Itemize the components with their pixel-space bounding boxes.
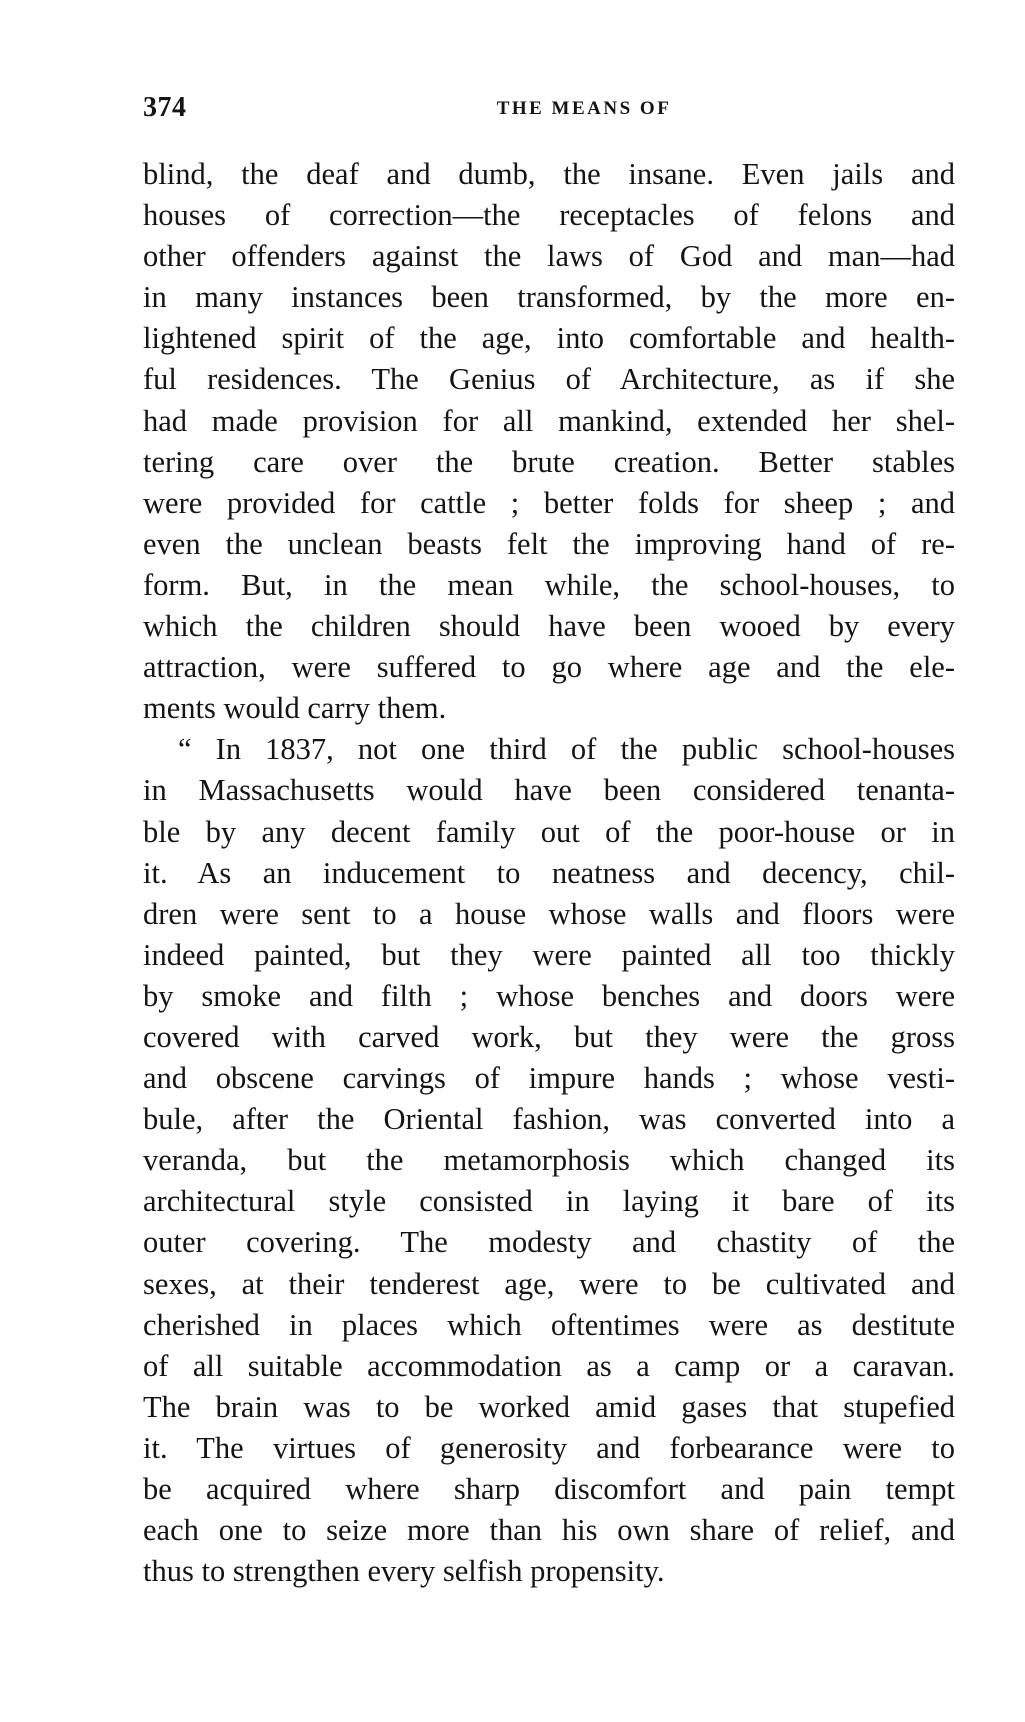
text-line: were provided for cattle ; better folds for sheep ; and (143, 485, 955, 520)
text-line: bule, after the Oriental fashion, was converted into a (143, 1102, 955, 1137)
text-line: houses of correction—the receptacles of felons and (143, 198, 955, 233)
text-line: architectural style consisted in laying it bare of its (143, 1184, 955, 1219)
text-line: dren were sent to a house whose walls and floors were (143, 896, 955, 931)
text-line: ments would carry them. (143, 691, 447, 726)
page-number: 374 (143, 92, 187, 123)
text-line: of all suitable accommodation as a camp or a caravan. (143, 1348, 955, 1383)
text-line: had made provision for all mankind, extended her shel- (143, 403, 955, 438)
text-line: and obscene carvings of impure hands ; whose vesti- (143, 1061, 955, 1096)
text-line: covered with carved work, but they were the gross (143, 1019, 955, 1054)
text-line: blind, the deaf and dumb, the insane. Even jails and (143, 157, 955, 191)
paragraph-1 (143, 154, 955, 729)
text-line: The brain was to be worked amid gases that stupefied (143, 1389, 955, 1424)
text-line: thus to strengthen every selfish propensity. (143, 1554, 665, 1589)
text-line: form. But, in the mean while, the school-houses, to (143, 567, 955, 602)
text-line: it. The virtues of generosity and forbearance were to (143, 1430, 955, 1465)
text-line: “ In 1837, not one third of the public school-houses (178, 732, 955, 767)
text-line: which the children should have been wooed by every (143, 609, 955, 644)
text-line: ful residences. The Genius of Architecture, as if she (143, 362, 955, 397)
text-line: lightened spirit of the age, into comfortable and health- (143, 321, 955, 356)
text-line: in Massachusetts would have been considered tenanta- (143, 773, 955, 808)
text-line: sexes, at their tenderest age, were to be cultivated and (143, 1266, 955, 1301)
running-title: THE MEANS OF (496, 98, 672, 119)
text-line: in many instances been transformed, by the more en- (143, 280, 955, 315)
paragraph-2 (143, 729, 955, 1592)
text-line: outer covering. The modesty and chastity of the (143, 1225, 955, 1260)
text-line: by smoke and filth ; whose benches and doors were (143, 978, 955, 1013)
text-line: tering care over the brute creation. Better stables (143, 444, 955, 479)
text-line: veranda, but the metamorphosis which changed its (143, 1143, 955, 1178)
text-line: ble by any decent family out of the poor-house or in (143, 814, 955, 849)
running-head (143, 92, 955, 132)
text-line: other offenders against the laws of God and man—had (143, 239, 955, 274)
text-line: attraction, were suffered to go where age and the ele- (143, 650, 955, 685)
text-line: each one to seize more than his own share of relief, and (143, 1513, 955, 1548)
text-line: even the unclean beasts felt the improving hand of re- (143, 526, 955, 561)
text-line: be acquired where sharp discomfort and pain tempt (143, 1472, 955, 1506)
text-line: indeed painted, but they were painted all too thickly (143, 937, 955, 972)
text-line: it. As an inducement to neatness and decency, chil- (143, 855, 955, 890)
body-text (143, 154, 955, 1592)
text-line: cherished in places which oftentimes were as destitute (143, 1307, 955, 1342)
